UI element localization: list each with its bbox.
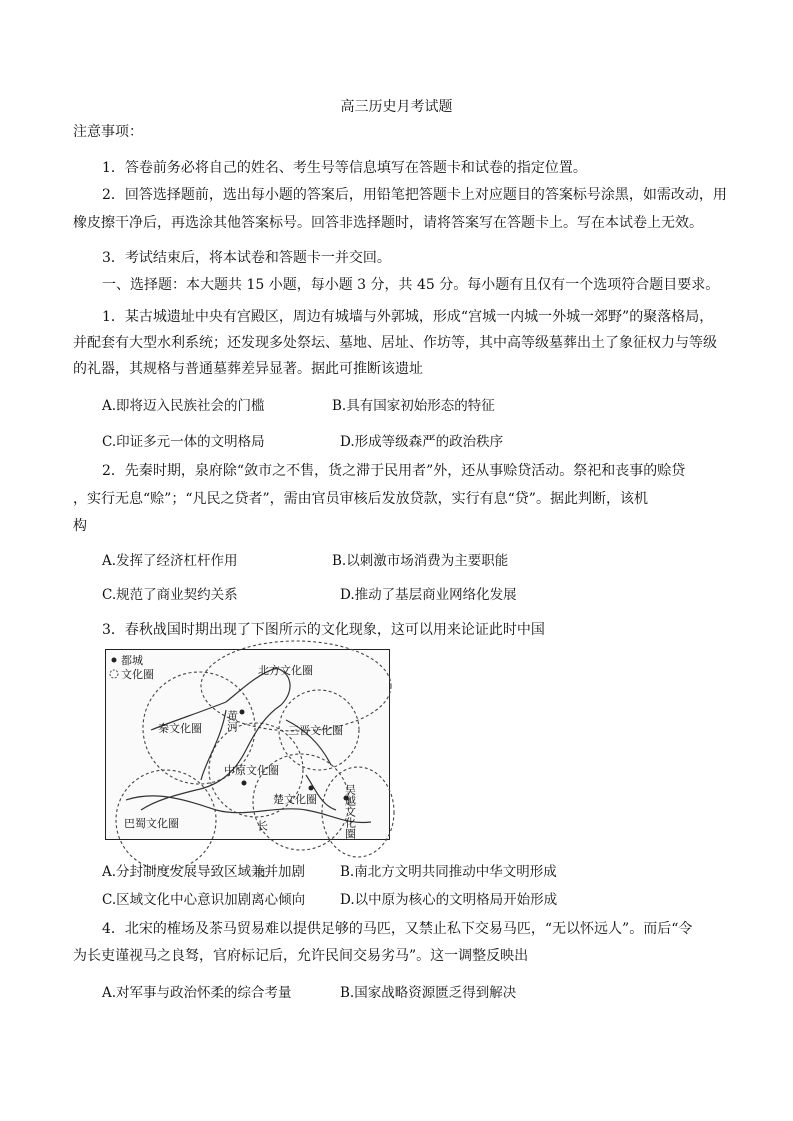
q2-stem: 2．先秦时期，泉府除“敛市之不售，货之滞于民用者”外，还从事赊贷活动。祭祀和丧事的赊贷 (102, 463, 686, 479)
notice-heading: 注意事项： (73, 124, 143, 140)
q1-option-c[interactable]: C.印证多元一体的文明格局 (102, 434, 265, 450)
q2-option-d[interactable]: D.推动了基层商业网络化发展 (340, 587, 517, 603)
capital-marker (242, 781, 247, 786)
yellow-river-line (141, 668, 290, 810)
capital-marker (309, 786, 314, 791)
q1-option-b[interactable]: B.具有国家初始形态的特征 (332, 398, 495, 414)
q2-stem: 构 (73, 518, 87, 534)
q4-option-b[interactable]: B.国家战略资源匮乏得到解决 (340, 985, 517, 1001)
q1-option-a[interactable]: A.即将迈入民族社会的门槛 (102, 398, 265, 414)
notice-line: 3．考试结束后，将本试卷和答题卡一并交回。 (102, 250, 391, 266)
q3-option-c[interactable]: C.区域文化中心意识加剧离心倾向 (102, 892, 306, 908)
q4-option-a[interactable]: A.对军事与政治怀柔的综合考量 (102, 985, 292, 1001)
wuyue-circle (322, 767, 394, 857)
circle-legend-icon (110, 670, 118, 678)
q4-stem: 4．北宋的榷场及茶马贸易难以提供足够的马匹，又禁止私下交易马匹，“无以怀远人”。而后“令 (102, 921, 693, 937)
q1-stem: 并配套有大型水利系统；还发现多处祭坛、墓地、居址、作坊等，其中高等级墓葬出土了象征权力与等级 (73, 335, 717, 351)
capital-marker (240, 710, 245, 715)
q2-stem: ，实行无息“赊”；“凡民之贷者”，需由官员审核后发放贷款，实行有息“贷”。据此判断，该机 (73, 491, 648, 507)
notice-line: 2．回答选择题前，选出每小题的答案后，用铅笔把答题卡上对应题目的答案标号涂黑，如需改动，用 (102, 187, 727, 203)
q2-option-a[interactable]: A.发挥了经济杠杆作用 (102, 553, 238, 569)
notice-line: 橡皮擦干净后，再选涂其他答案标号。回答非选择题时，请将答案写在答题卡上。写在本试卷上无效。 (73, 215, 703, 231)
capital-legend-icon (112, 658, 117, 663)
page-title: 高三历史月考试题 (340, 99, 453, 115)
legend-circle: 文化圈 (121, 668, 154, 681)
legend-capital: 都城 (121, 654, 143, 667)
map-label-qin: 秦文化圈 (158, 722, 202, 735)
notice-line: 1．答卷前务必将自己的姓名、考生号等信息填写在答题卡和试卷的指定位置。 (102, 160, 587, 176)
map-label-yangtze: 长江 (255, 820, 269, 914)
q2-option-b[interactable]: B.以刺激市场消费为主要职能 (332, 553, 509, 569)
q3-stem: 3．春秋战国时期出现了下图所示的文化现象，这可以用来论证此时中国 (102, 622, 545, 638)
map-label-chu: 楚文化圈 (273, 793, 317, 806)
river-branch-line (201, 710, 226, 780)
map-label-central: 中原文化圈 (224, 764, 279, 777)
q1-stem: 1．某古城遗址中央有宫殿区，周边有城墙与外郭城，形成“宫城一内城一外城一郊野”的聚落格局， (102, 309, 714, 325)
q4-stem: 为长吏谨视马之良驽，官府标记后，允许民间交易劣马”。这一调整反映出 (73, 948, 529, 964)
q1-stem: 的礼器，其规格与普通墓葬差异显著。据此可推断该遗址 (73, 361, 423, 377)
map-label-wuyue: 吴越文化圈 (343, 784, 357, 839)
q3-option-a[interactable]: A.分封制度发展导致区域兼并加剧 (102, 864, 306, 880)
section-heading: 一、选择题：本大题共 15 小题，每小题 3 分，共 45 分。每小题有且仅有一个选项符合题目要求。 (102, 277, 720, 293)
map-label-yellow-river: 黄河 (225, 710, 239, 732)
q1-option-d[interactable]: D.形成等级森严的政治秩序 (340, 434, 504, 450)
q3-option-d[interactable]: D.以中原为核心的文明格局开始形成 (340, 892, 558, 908)
q2-option-c[interactable]: C.规范了商业契约关系 (102, 587, 238, 603)
map-label-northern: 北方文化圈 (258, 664, 313, 677)
q3-option-b[interactable]: B.南北方文明共同推动中华文明形成 (340, 864, 557, 880)
map-label-bashu: 巴蜀文化圈 (124, 817, 179, 830)
map-label-sanjin: 三晋文化圈 (288, 724, 343, 737)
